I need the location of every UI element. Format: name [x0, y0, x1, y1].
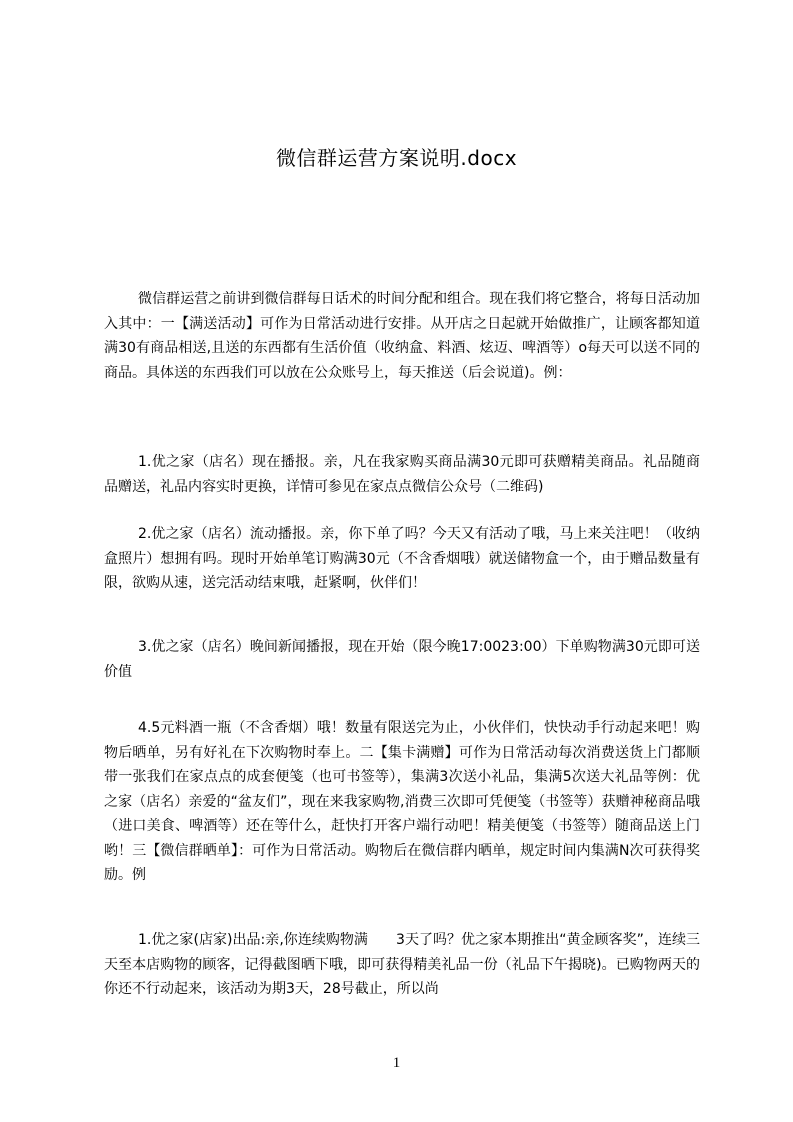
paragraph-example-4 [104, 716, 700, 888]
paragraph-example-5 [104, 928, 700, 1002]
paragraph-text: 4.5元料酒一瓶（不含香烟）哦！数量有限送完为止，小伙伴们，快快动手行动起来吧！购物后晒单，另有好礼在下次购物时奉上。二【集卡满赠】可作为日常活动每次消费送货上门都顺带一张我们在家点点的成套便笺（也可书签等），集满3次送小礼品，集满5次送大礼品等例：优之家（店名）亲爱的“盆友们”，现在来我家购物,消费三次即可凭便笺（书签等）获赠神秘商品哦（进口美食、啤酒等）还在等什么，赶快打开客户端行动吧！精美便笺（书签等）随商品送上门哟！三【微信群晒单】：可作为日常活动。购物后在微信群内晒单，规定时间内集满N次可获得奖励。例 [104, 720, 700, 883]
paragraph-text: 1.优之家(店家)出品:亲,你连续购物满 3天了吗？优之家本期推出“黄金顾客奖”，连续三天至本店购物的顾客，记得截图晒下哦，即可获得精美礼品一份（礼品下午揭晓)。已购物两天的你还不行动起来，该活动为期3天，28号截止，所以尚 [104, 932, 700, 997]
paragraph-example-3 [104, 635, 700, 684]
page-number: 1 [392, 1055, 401, 1071]
paragraph-text: 微信群运营之前讲到微信群每日话术的时间分配和组合。现在我们将它整合，将每日活动加入其中：一【满送活动】可作为日常活动进行安排。从开店之日起就开始做推广，让顾客都知道满30有商品相送,且送的东西都有生活价值（收纳盒、料酒、炫迈、啤酒等）o每天可以送不同的商品。具体送的东西我们可以放在公众账号上，每天推送（后会说道)。例： [104, 291, 700, 381]
paragraph-example-1 [104, 450, 700, 499]
paragraph-text: 1.优之家（店名）现在播报。亲，凡在我家购买商品满30元即可获赠精美商品。礼品随商品赠送，礼品内容实时更换，详情可参见在家点点微信公众号（二维码) [104, 454, 700, 495]
paragraph-text: 3.优之家（店名）晚间新闻播报，现在开始（限今晚17:0023:00）下单购物满30元即可送价值 [104, 639, 700, 680]
paragraph-example-2 [104, 522, 700, 596]
paragraph-intro [104, 287, 700, 385]
document-title: 微信群运营方案说明.docx [275, 146, 518, 170]
paragraph-text: 2.优之家（店名）流动播报。亲，你下单了吗？今天又有活动了哦，马上来关注吧！（收纳盒照片）想拥有吗。现时开始单笔订购满30元（不含香烟哦）就送储物盒一个，由于赠品数量有限，欲购从速，送完活动结束哦，赶紧啊，伙伴们！ [104, 526, 700, 591]
